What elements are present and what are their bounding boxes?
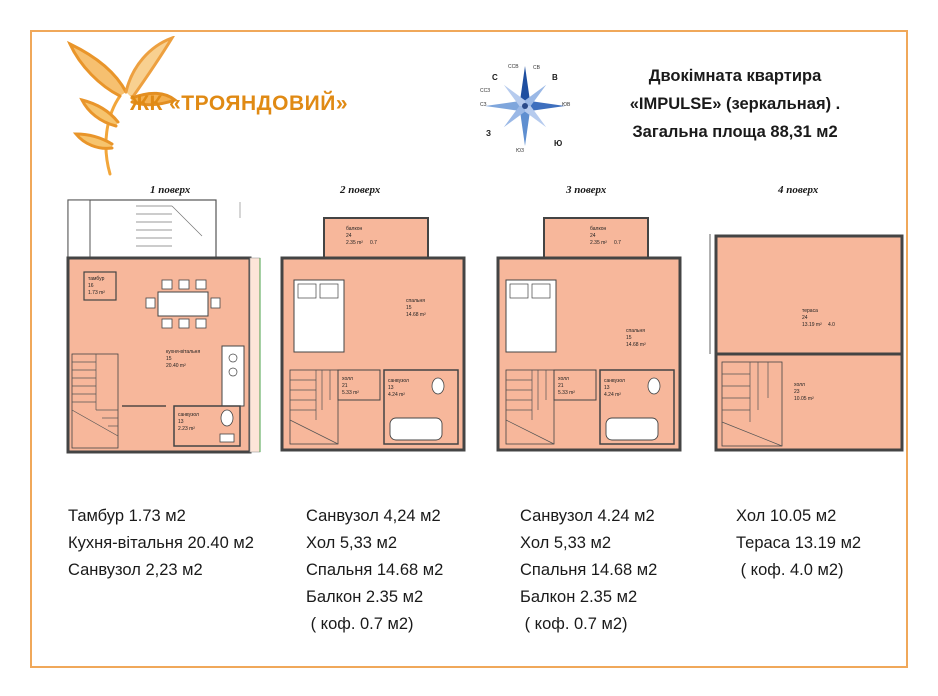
compass-rose-icon <box>470 56 580 156</box>
f3-hall-area: 5.33 m² <box>558 390 575 396</box>
f2-bath-name: санвузол <box>388 378 409 384</box>
area-item: Балкон 2.35 м2 <box>306 588 424 606</box>
f4-terrace-num: 24 <box>802 315 808 321</box>
f4-terrace-coef: 4.0 <box>828 322 835 328</box>
floor-1-plan <box>62 196 272 456</box>
f1-kitchen-num: 15 <box>166 356 172 362</box>
compass-west: З <box>486 129 492 138</box>
area-item: Хол 5,33 м2 <box>520 534 612 552</box>
f3-bedroom-name: спальня <box>626 328 645 334</box>
floor-3-areas <box>520 503 657 638</box>
area-item: Тамбур 1.73 м2 <box>68 507 186 525</box>
f2-balcony-coef: 0.7 <box>370 240 377 246</box>
f1-kitchen-area: 20.40 m² <box>166 363 186 369</box>
f3-bedroom-num: 15 <box>626 335 632 341</box>
f3-bath-area: 4.24 m² <box>604 392 621 398</box>
f1-tambur-name: тамбур <box>88 276 105 282</box>
f1-tambur-num: 16 <box>88 283 94 289</box>
f2-hall-name: холл <box>342 376 353 382</box>
title-line-3: Загальна площа 88,31 м2 <box>632 123 838 141</box>
compass-sw: ЮЗ <box>516 148 525 154</box>
floor-4-label: 4 поверх <box>778 184 819 196</box>
area-item: Санвузол 2,23 м2 <box>68 561 203 579</box>
f3-balcony-area: 2.35 m² <box>590 240 607 246</box>
area-item: Спальня 14.68 м2 <box>306 561 444 579</box>
f1-tambur-area: 1.73 m² <box>88 290 105 296</box>
compass-south: Ю <box>554 139 563 148</box>
f3-hall-num: 21 <box>558 383 564 389</box>
f2-balcony-name: балкон <box>346 226 363 232</box>
f3-bath-name: санвузол <box>604 378 625 384</box>
floor-3-plan <box>492 210 688 456</box>
area-item: Хол 5,33 м2 <box>306 534 398 552</box>
f3-balcony-num: 24 <box>590 233 596 239</box>
f2-balcony-area: 2.35 m² <box>346 240 363 246</box>
brand-name: ЖК «ТРОЯНДОВИЙ» <box>130 92 349 115</box>
compass-ne: СВ <box>533 65 540 71</box>
area-item: Спальня 14.68 м2 <box>520 561 658 579</box>
floor-4-areas <box>736 503 861 584</box>
f1-wc-num: 13 <box>178 419 184 425</box>
floor-3-label: 3 поверх <box>566 184 607 196</box>
compass-se: ЮВ <box>562 102 571 108</box>
f2-bedroom-num: 15 <box>406 305 412 311</box>
f4-hall-num: 23 <box>794 389 800 395</box>
f2-hall-area: 5.33 m² <box>342 390 359 396</box>
area-item: Тераса 13.19 м2 <box>736 534 862 552</box>
f3-bath-num: 13 <box>604 385 610 391</box>
f3-balcony-name: балкон <box>590 226 607 232</box>
f2-balcony-num: 24 <box>346 233 352 239</box>
f2-bedroom-name: спальня <box>406 298 425 304</box>
f2-bath-num: 13 <box>388 385 394 391</box>
f2-bedroom-area: 14.68 m² <box>406 312 426 318</box>
title-line-2: «IMPULSE» (зеркальная) . <box>629 95 841 113</box>
area-item: Кухня-вітальня 20.40 м2 <box>68 534 254 552</box>
f1-wc-area: 2.23 m² <box>178 426 195 432</box>
floor-2-areas <box>306 503 443 638</box>
title-line-1: Двокімната квартира <box>648 67 822 85</box>
compass-nne: ССВ <box>508 64 519 70</box>
compass-north: С <box>492 73 498 82</box>
area-item: ( коф. 0.7 м2) <box>520 615 628 633</box>
area-item: Хол 10.05 м2 <box>736 507 837 525</box>
area-item: Санвузол 4.24 м2 <box>520 507 655 525</box>
f3-balcony-coef: 0.7 <box>614 240 621 246</box>
compass-east: В <box>552 73 558 82</box>
f4-hall-name: холл <box>794 382 805 388</box>
apartment-title <box>600 62 870 146</box>
area-item: ( коф. 4.0 м2) <box>736 561 844 579</box>
f1-wc-name: санвузол <box>178 412 199 418</box>
area-item: Санвузол 4,24 м2 <box>306 507 441 525</box>
f2-bath-area: 4.24 m² <box>388 392 405 398</box>
f4-terrace-area: 13.19 m² <box>802 322 822 328</box>
f2-hall-num: 21 <box>342 383 348 389</box>
f3-bedroom-area: 14.68 m² <box>626 342 646 348</box>
floor-1-areas <box>68 503 254 584</box>
f1-kitchen-name: кухня-вітальня <box>166 349 201 355</box>
f4-terrace-name: тераса <box>802 308 818 314</box>
floor-2-label: 2 поверх <box>340 184 381 196</box>
compass-nnw: ССЗ <box>480 88 491 94</box>
f3-hall-name: холл <box>558 376 569 382</box>
floor-1-label: 1 поверх <box>150 184 191 196</box>
area-item: Балкон 2.35 м2 <box>520 588 638 606</box>
floor-4-plan <box>706 228 906 456</box>
floor-2-plan <box>276 210 472 456</box>
f4-hall-area: 10.05 m² <box>794 396 814 402</box>
compass-nw: СЗ <box>480 102 487 108</box>
area-item: ( коф. 0.7 м2) <box>306 615 414 633</box>
